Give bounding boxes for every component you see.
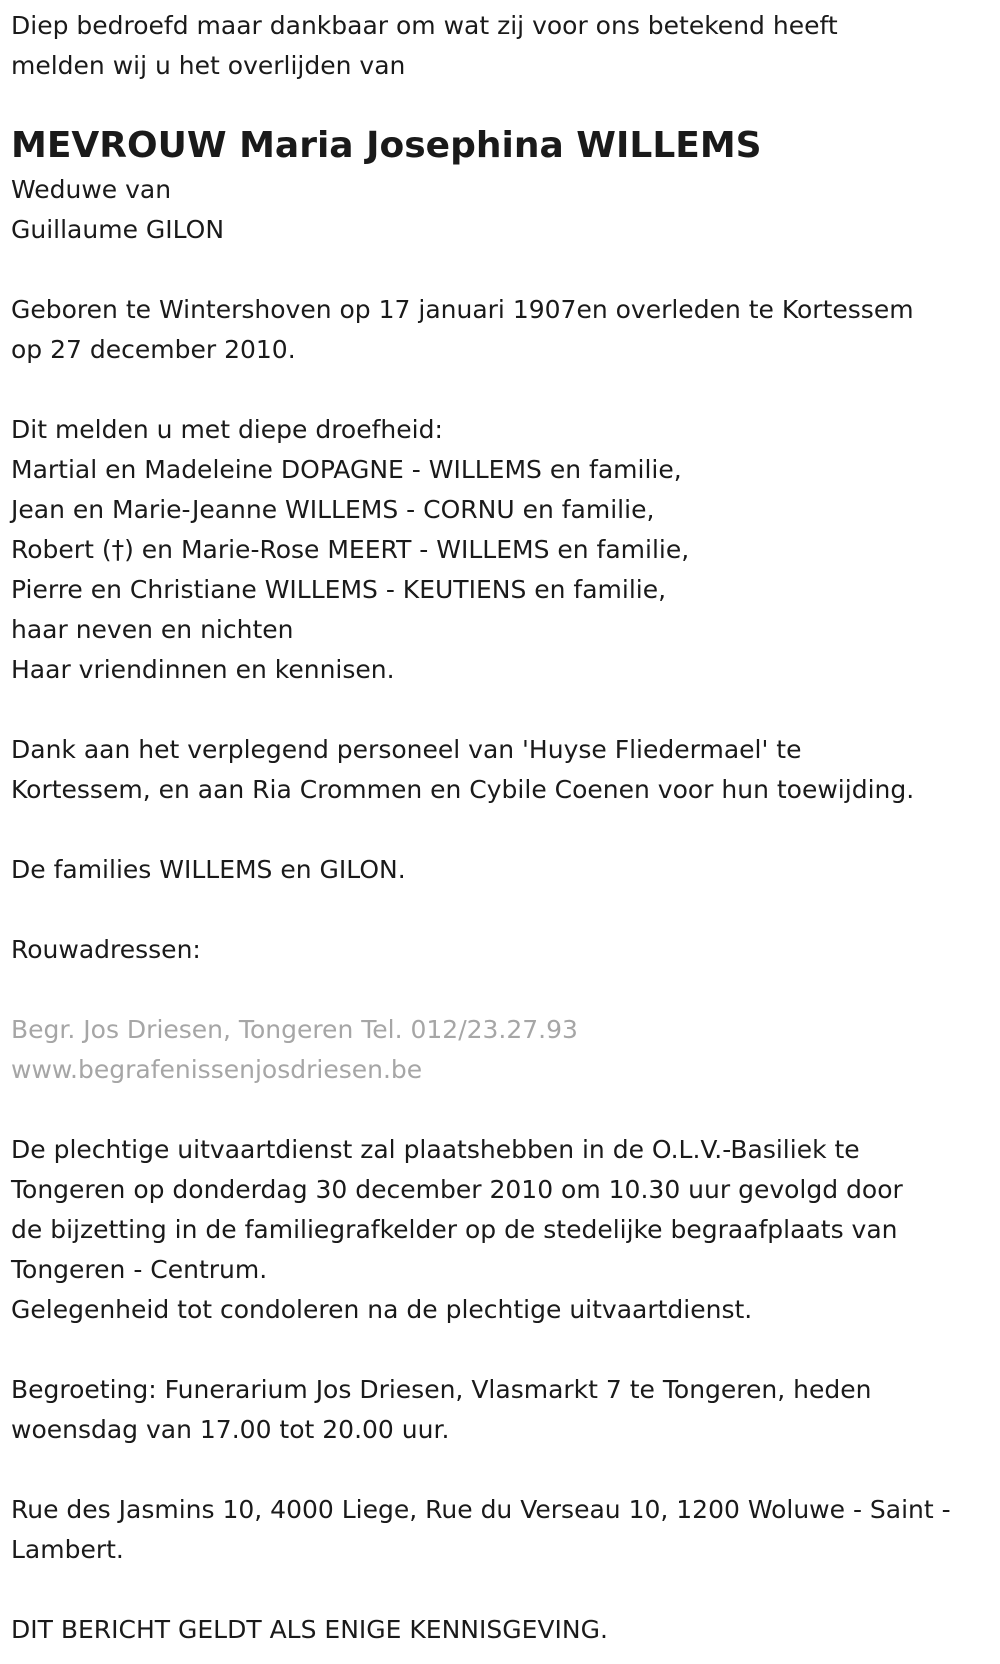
- spacer: [11, 1570, 1000, 1610]
- text-line: Rue des Jasmins 10, 4000 Liege, Rue du Verseau 10, 1200 Woluwe - Saint -: [11, 1495, 951, 1524]
- text-line: melden wij u het overlijden van: [11, 51, 406, 80]
- text-line: Dit melden u met diepe droefheid:: [11, 415, 443, 444]
- text-line: Gelegenheid tot condoleren na de plechtige uitvaartdienst.: [11, 1295, 753, 1324]
- intro-text: [11, 6, 1000, 86]
- families-text: De families WILLEMS en GILON.: [11, 855, 406, 884]
- text-line: Geboren te Wintershoven op 17 januari 1907en overleden te Kortessem: [11, 295, 914, 324]
- spacer: [11, 890, 1000, 930]
- text-line: Lambert.: [11, 1535, 124, 1564]
- deceased-name: MEVROUW Maria Josephina WILLEMS: [11, 125, 762, 166]
- spacer: [11, 690, 1000, 730]
- text-line: Martial en Madeleine DOPAGNE - WILLEMS en familie,: [11, 455, 682, 484]
- undertaker-website-link[interactable]: www.begrafenissenjosdriesen.be: [11, 1055, 423, 1084]
- text-line: Tongeren - Centrum.: [11, 1255, 268, 1284]
- birth-death-text: [11, 290, 1000, 370]
- thanks-text: [11, 730, 1000, 810]
- undertaker-contact: Begr. Jos Driesen, Tongeren Tel. 012/23.27.93: [11, 1015, 578, 1044]
- text-line: woensdag van 17.00 tot 20.00 uur.: [11, 1415, 450, 1444]
- spacer: [11, 1090, 1000, 1130]
- spacer: [11, 1330, 1000, 1370]
- visitation-text: [11, 1370, 1000, 1450]
- spacer: [11, 370, 1000, 410]
- text-line: Diep bedroefd maar dankbaar om wat zij voor ons betekend heeft: [11, 11, 838, 40]
- mourning-addresses: [11, 1490, 1000, 1570]
- text-line: haar neven en nichten: [11, 615, 294, 644]
- text-line: Haar vriendinnen en kennisen.: [11, 655, 395, 684]
- text-line: Begroeting: Funerarium Jos Driesen, Vlasmarkt 7 te Tongeren, heden: [11, 1375, 872, 1404]
- family-list: [11, 410, 1000, 690]
- text-line: Kortessem, en aan Ria Crommen en Cybile Coenen voor hun toewijding.: [11, 775, 915, 804]
- spacer: [11, 1450, 1000, 1490]
- text-line: Jean en Marie-Jeanne WILLEMS - CORNU en familie,: [11, 495, 655, 524]
- undertaker-info: [11, 1010, 1000, 1090]
- addresses-label: Rouwadressen:: [11, 935, 201, 964]
- text-line: De plechtige uitvaartdienst zal plaatshebben in de O.L.V.-Basiliek te: [11, 1135, 860, 1164]
- text-line: Robert (†) en Marie-Rose MEERT - WILLEMS en familie,: [11, 535, 690, 564]
- spacer: [11, 250, 1000, 290]
- text-line: Guillaume GILON: [11, 215, 225, 244]
- text-line: de bijzetting in de familiegrafkelder op de stedelijke begraafplaats van: [11, 1215, 898, 1244]
- closing-text: DIT BERICHT GELDT ALS ENIGE KENNISGEVING.: [11, 1615, 608, 1644]
- widow-of: [11, 170, 1000, 250]
- text-line: op 27 december 2010.: [11, 335, 296, 364]
- text-line: Weduwe van: [11, 175, 172, 204]
- text-line: Pierre en Christiane WILLEMS - KEUTIENS en familie,: [11, 575, 667, 604]
- spacer: [11, 810, 1000, 850]
- text-line: Tongeren op donderdag 30 december 2010 om 10.30 uur gevolgd door: [11, 1175, 903, 1204]
- text-line: Dank aan het verplegend personeel van 'Huyse Fliedermael' te: [11, 735, 802, 764]
- service-text: [11, 1130, 1000, 1330]
- spacer: [11, 970, 1000, 1010]
